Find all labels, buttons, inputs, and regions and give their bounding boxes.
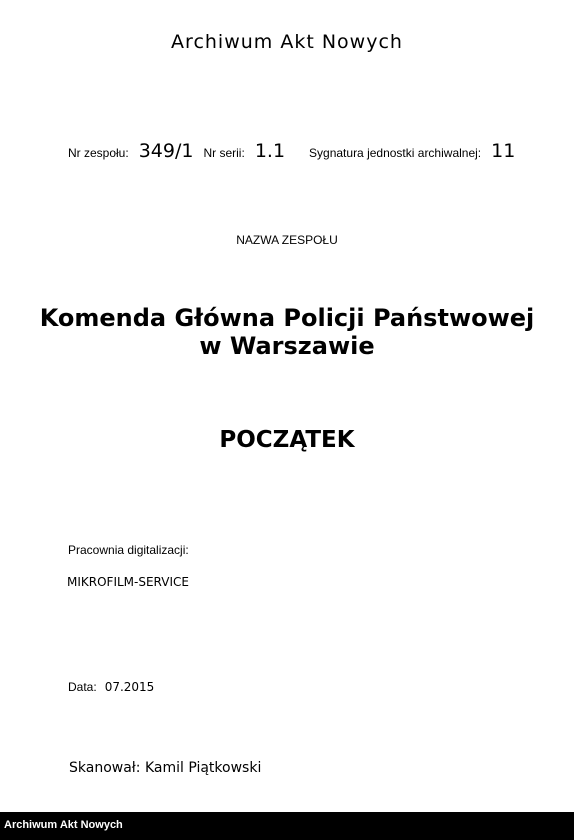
series-number-label: Nr serii:: [203, 146, 245, 160]
fonds-number-label: Nr zespołu:: [68, 146, 129, 160]
signature-value: 11: [491, 140, 516, 162]
metadata-row: [68, 140, 515, 166]
status-title: POCZĄTEK: [219, 427, 355, 453]
fonds-number-value: 349/1: [138, 140, 194, 162]
fonds-name-label: NAZWA ZESPOŁU: [236, 233, 338, 247]
date-value: 07.2015: [104, 680, 155, 694]
date-label: Data:: [68, 680, 97, 694]
footer-archive-label: Archiwum Akt Nowych: [4, 819, 123, 831]
fonds-name: [0, 304, 574, 360]
signature-label: Sygnatura jednostki archiwalnej:: [309, 146, 482, 160]
footer-bar: [0, 812, 574, 840]
digitization-lab-value: MIKROFILM-SERVICE: [67, 575, 189, 589]
archive-name-header: Archiwum Akt Nowych: [171, 31, 403, 53]
fonds-name-line-2: w Warszawie: [199, 332, 375, 360]
scanned-by-text: Skanował: Kamil Piątkowski: [69, 760, 262, 776]
digitization-lab-label: Pracownia digitalizacji:: [68, 543, 189, 557]
fonds-name-line-1: Komenda Główna Policji Państwowej: [39, 304, 535, 332]
date-row: [68, 680, 154, 694]
series-number-value: 1.1: [254, 140, 286, 162]
